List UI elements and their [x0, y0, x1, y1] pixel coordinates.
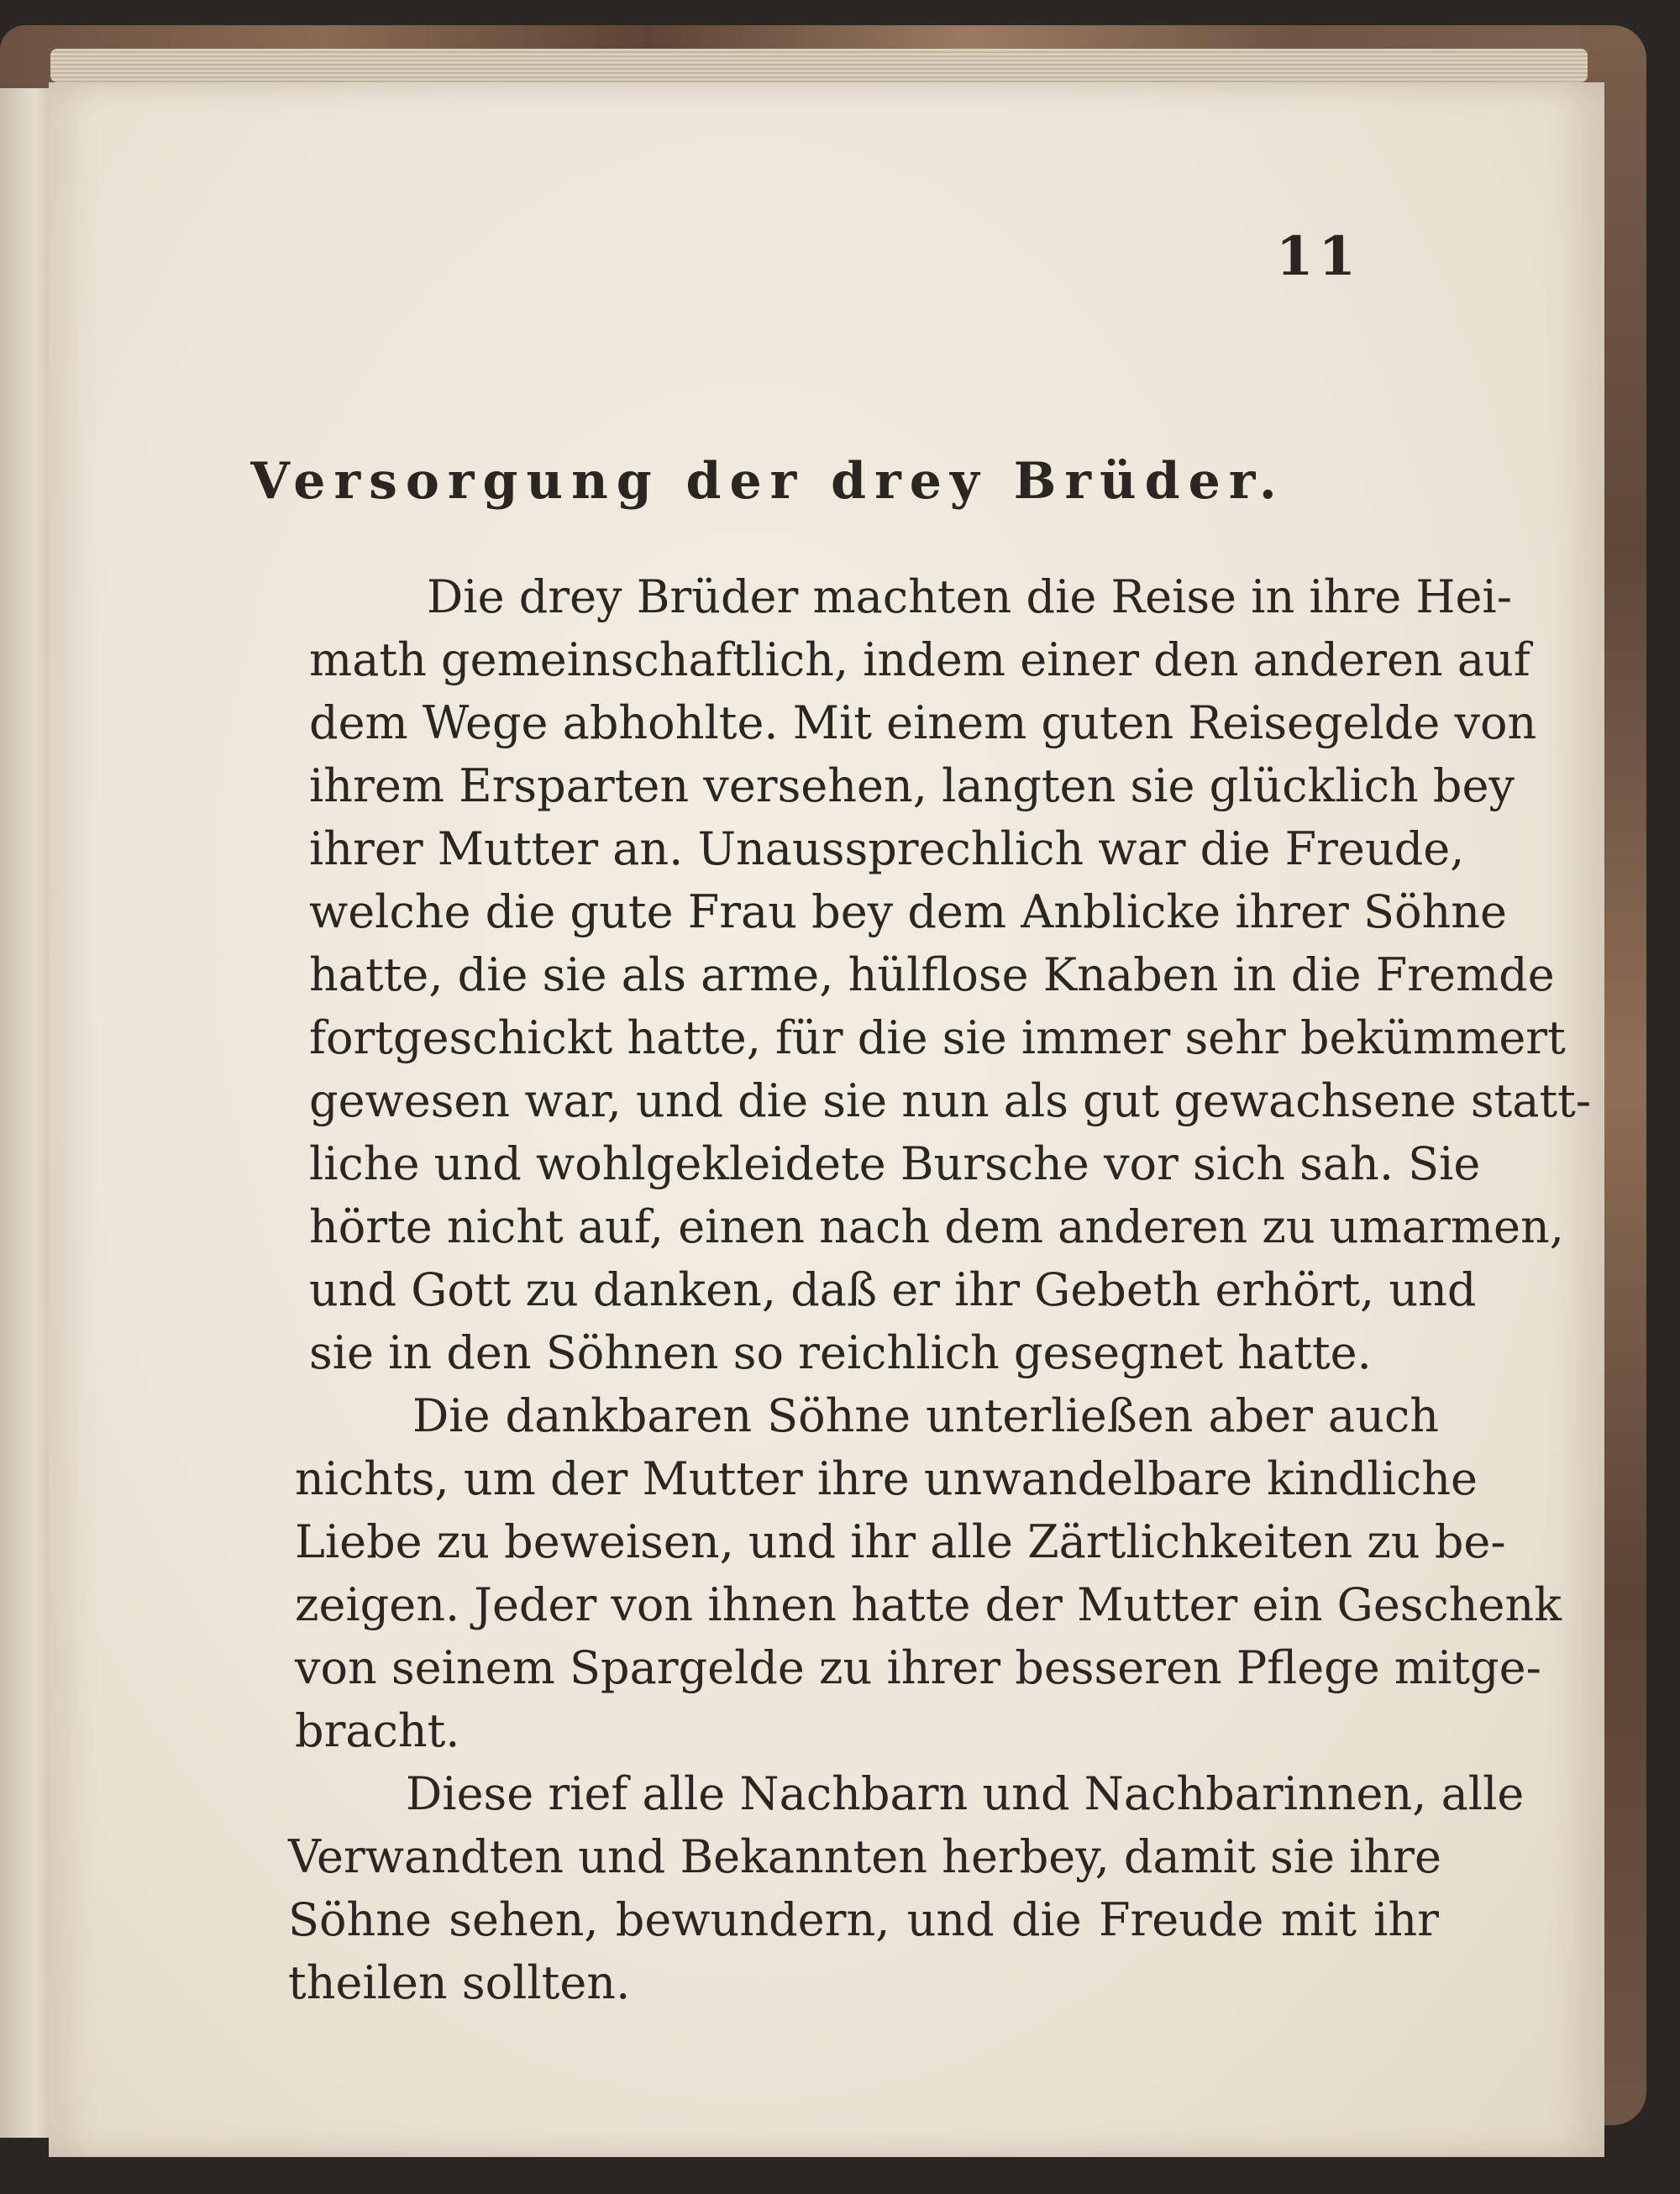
text-line: Verwandten und Bekannten herbey, damit sie ihre	[288, 1830, 1441, 1883]
paragraph-3	[288, 1762, 1525, 2014]
page-number: 11	[1275, 225, 1361, 288]
text-line: ihrem Ersparten versehen, langten sie glücklich bey	[309, 759, 1515, 812]
text-line: zeigen. Jeder von ihnen hatte der Mutter ein Geschenk	[295, 1578, 1562, 1631]
text-line: gewesen war, und die sie nun als gut gewachsene statt-	[309, 1074, 1592, 1127]
text-line: hörte nicht auf, einen nach dem anderen zu umarmen,	[309, 1200, 1564, 1253]
text-line: dem Wege abhohlte. Mit einem guten Reisegelde von	[309, 696, 1537, 749]
text-line: math gemeinschaftlich, indem einer den anderen auf	[309, 633, 1530, 686]
text-line: von seinem Spargelde zu ihrer besseren Pflege mitge-	[295, 1641, 1541, 1694]
text-line: und Gott zu danken, daß er ihr Gebeth erhört, und	[309, 1263, 1477, 1316]
text-line: hatte, die sie als arme, hülflose Knaben in die Fremde	[309, 948, 1555, 1001]
text-line: welche die gute Frau bey dem Anblicke ihrer Söhne	[309, 885, 1508, 938]
chapter-heading: Versorgung der drey Brüder.	[250, 452, 1285, 511]
text-line: theilen sollten.	[288, 1956, 631, 2009]
text-line: ihrer Mutter an. Unaussprechlich war die Freude,	[309, 822, 1465, 875]
text-line: Söhne sehen, bewundern, und die Freude mit ihr	[288, 1893, 1439, 1946]
text-line: sie in den Söhnen so reichlich gesegnet hatte.	[309, 1326, 1372, 1379]
page-edges	[50, 49, 1588, 82]
body-text	[288, 565, 1592, 2014]
left-page-sliver	[0, 88, 53, 2138]
text-line: nichts, um der Mutter ihre unwandelbare kindliche	[295, 1452, 1478, 1505]
text-line: Die drey Brüder machten die Reise in ihre Hei-	[427, 570, 1512, 623]
text-line: Liebe zu beweisen, und ihr alle Zärtlichkeiten zu be-	[295, 1515, 1506, 1568]
text-line: fortgeschickt hatte, für die sie immer sehr bekümmert	[309, 1011, 1566, 1064]
text-line: Diese rief alle Nachbarn und Nachbarinnen, alle	[406, 1767, 1525, 1820]
paragraph-1	[309, 565, 1592, 1384]
book-page	[49, 82, 1604, 2157]
text-line: Die dankbaren Söhne unterließen aber auch	[412, 1389, 1439, 1442]
text-line: liche und wohlgekleidete Bursche vor sich sah. Sie	[309, 1137, 1481, 1190]
paragraph-2	[295, 1384, 1562, 1762]
text-line: bracht.	[295, 1704, 460, 1757]
